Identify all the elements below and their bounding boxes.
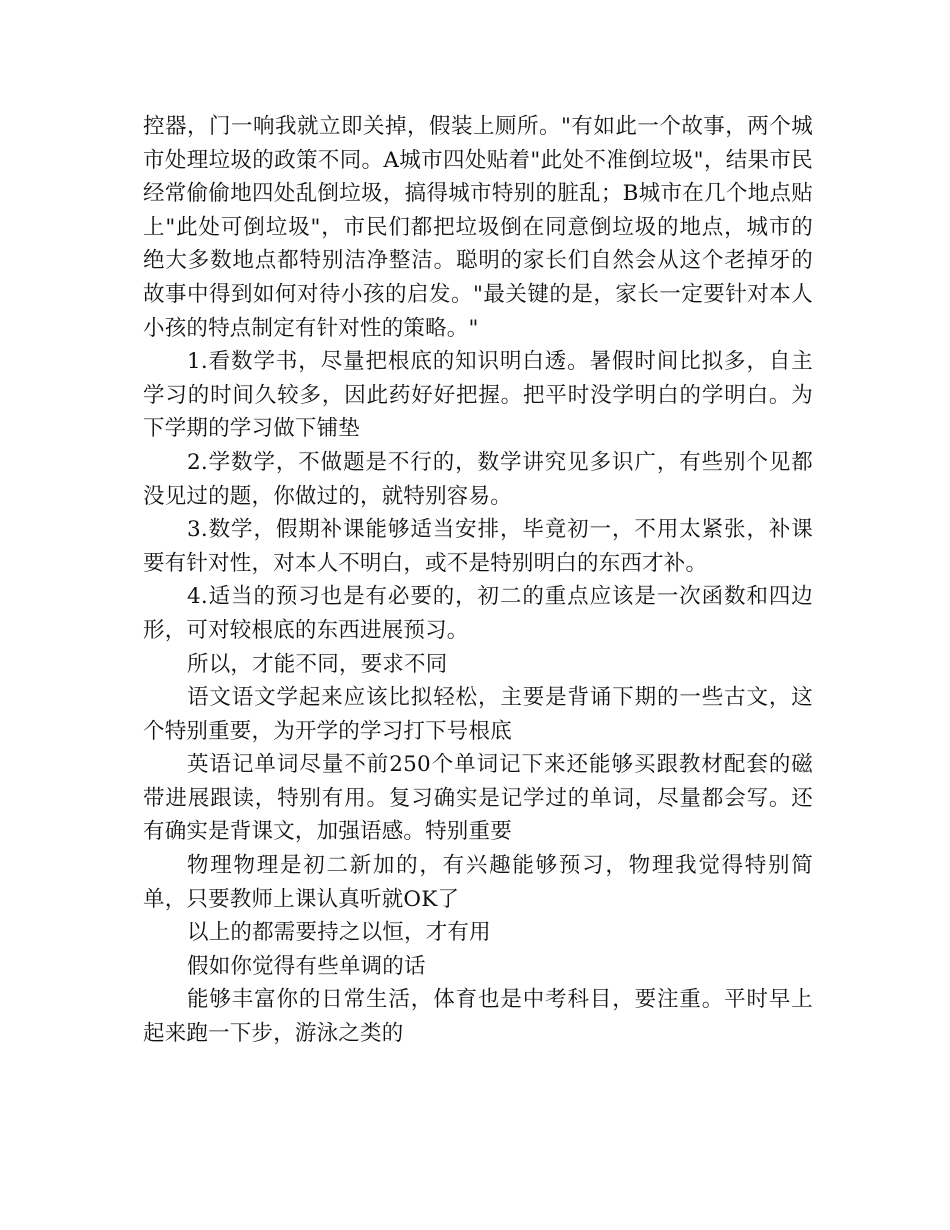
paragraph-math-item-1: 1.看数学书，尽量把根底的知识明白透。暑假时间比拟多，自主学习的时间久较多，因此药好好把握。把平时没学明白的学明白。为下学期的学习做下铺垫 bbox=[143, 349, 813, 442]
paragraph-english: 英语记单词尽量不前250个单词记下来还能够买跟教材配套的磁带进展跟读，特别有用。复习确实是记学过的单词，尽量都会写。还有确实是背课文，加强语感。特别重要 bbox=[143, 752, 813, 845]
paragraph-intro-story: 控器，门一响我就立即关掉，假装上厕所。"有如此一个故事，两个城市处理垃圾的政策不同。A城市四处贴着"此处不准倒垃圾"，结果市民经常偷偷地四处乱倒垃圾，搞得城市特别的脏乱；B城市在几个地点贴上"此处可倒垃圾"，市民们都把垃圾倒在同意倒垃圾的地点，城市的绝大多数地点都特别洁净整洁。聪明的家长们自然会从这个老掉牙的故事中得到如何对待小孩的启发。"最关键的是，家长一定要针对本人小孩的特点制定有针对性的策略。" bbox=[143, 114, 813, 341]
paragraph-sports: 能够丰富你的日常生活，体育也是中考科目，要注重。平时早上起来跑一下步，游泳之类的 bbox=[143, 987, 813, 1047]
paragraph-physics: 物理物理是初二新加的，有兴趣能够预习，物理我觉得特别简单，只要教师上课认真听就OK了 bbox=[143, 853, 813, 912]
paragraph-math-item-4: 4.适当的预习也是有必要的，初二的重点应该是一次函数和四边形，可对较根底的东西进展预习。 bbox=[143, 584, 813, 643]
paragraph-chinese: 语文语文学起来应该比拟轻松，主要是背诵下期的一些古文，这个特别重要，为开学的学习打下号根底 bbox=[143, 685, 813, 744]
document-body bbox=[143, 110, 813, 1051]
paragraph-math-item-3: 3.数学，假期补课能够适当安排，毕竟初一，不用太紧张，补课要有针对性，对本人不明白，或不是特别明白的东西才补。 bbox=[143, 517, 813, 576]
paragraph-summary: 所以，才能不同，要求不同 bbox=[187, 651, 448, 677]
paragraph-persistence: 以上的都需要持之以恒，才有用 bbox=[187, 920, 491, 946]
paragraph-boring: 假如你觉得有些单调的话 bbox=[187, 953, 426, 979]
paragraph-math-item-2: 2.学数学，不做题是不行的，数学讲究见多识广，有些别个见都没见过的题，你做过的，就特别容易。 bbox=[143, 449, 813, 509]
